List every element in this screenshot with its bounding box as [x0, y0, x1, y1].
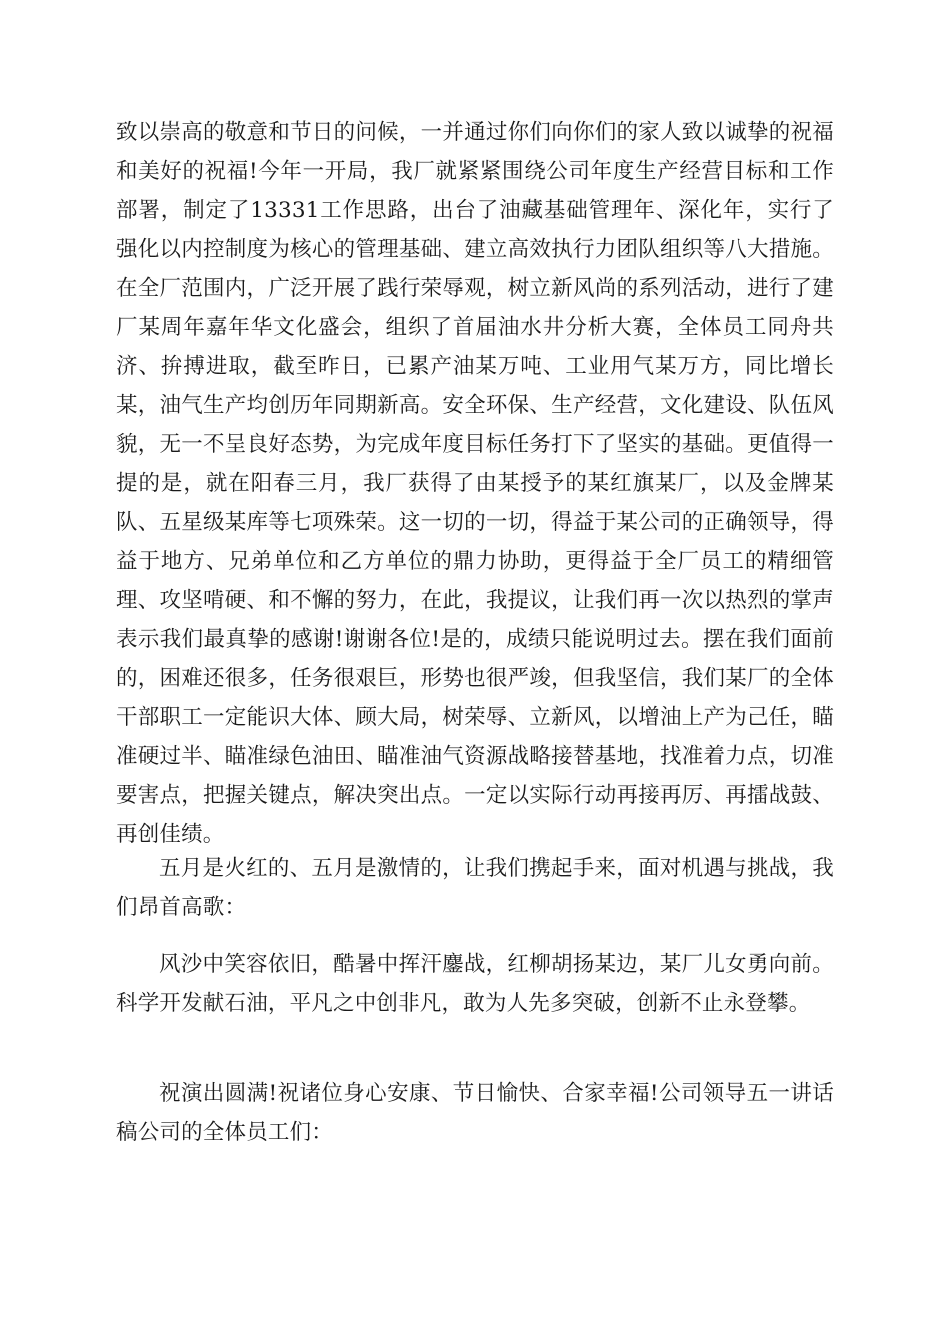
body-paragraph-4: 祝演出圆满!祝诸位身心安康、节日愉快、合家幸福!公司领导五一讲话稿公司的全体员工们： — [116, 1081, 834, 1145]
body-paragraph-3: 风沙中笑容依旧，酷暑中挥汗鏖战，红柳胡扬某边，某厂儿女勇向前。科学开发献石油，平凡之中创非凡，敢为人先多突破，创新不止永登攀。 — [116, 952, 834, 1016]
body-paragraph-2: 五月是火红的、五月是激情的，让我们携起手来，面对机遇与挑战，我们昂首高歌： — [116, 856, 834, 920]
body-paragraph-1: 致以崇高的敬意和节日的问候，一并通过你们向你们的家人致以诚挚的祝福和美好的祝福!今年一开局，我厂就紧紧围绕公司年度生产经营目标和工作部署，制定了13331工作思路，出台了油藏基础管理年、深化年，实行了强化以内控制度为核心的管理基础、建立高效执行力团队组织等八大措施。在全厂范围内，广泛开展了践行荣辱观，树立新风尚的系列活动，进行了建厂某周年嘉年华文化盛会，组织了首届油水井分析大赛，全体员工同舟共济、拚搏进取，截至昨日，已累产油某万吨、工业用气某万方，同比增长某，油气生产均创历年同期新高。安全环保、生产经营，文化建设、队伍风貌，无一不呈良好态势，为完成年度目标任务打下了坚实的基础。更值得一提的是，就在阳春三月，我厂获得了由某授予的某红旗某厂，以及金牌某队、五星级某库等七项殊荣。这一切的一切，得益于某公司的正确领导，得益于地方、兄弟单位和乙方单位的鼎力协助，更得益于全厂员工的精细管理、攻坚啃硬、和不懈的努力，在此，我提议，让我们再一次以热烈的掌声表示我们最真挚的感谢!谢谢各位!是的，成绩只能说明过去。摆在我们面前的，困难还很多，任务很艰巨，形势也很严竣，但我坚信，我们某厂的全体干部职工一定能识大体、顾大局，树荣辱、立新风，以增油上产为己任，瞄准硬过半、瞄准绿色油田、瞄准油气资源战略接替基地，找准着力点，切准要害点，把握关键点，解决突出点。一定以实际行动再接再厉、再擂战鼓、再创佳绩。 — [116, 120, 834, 847]
